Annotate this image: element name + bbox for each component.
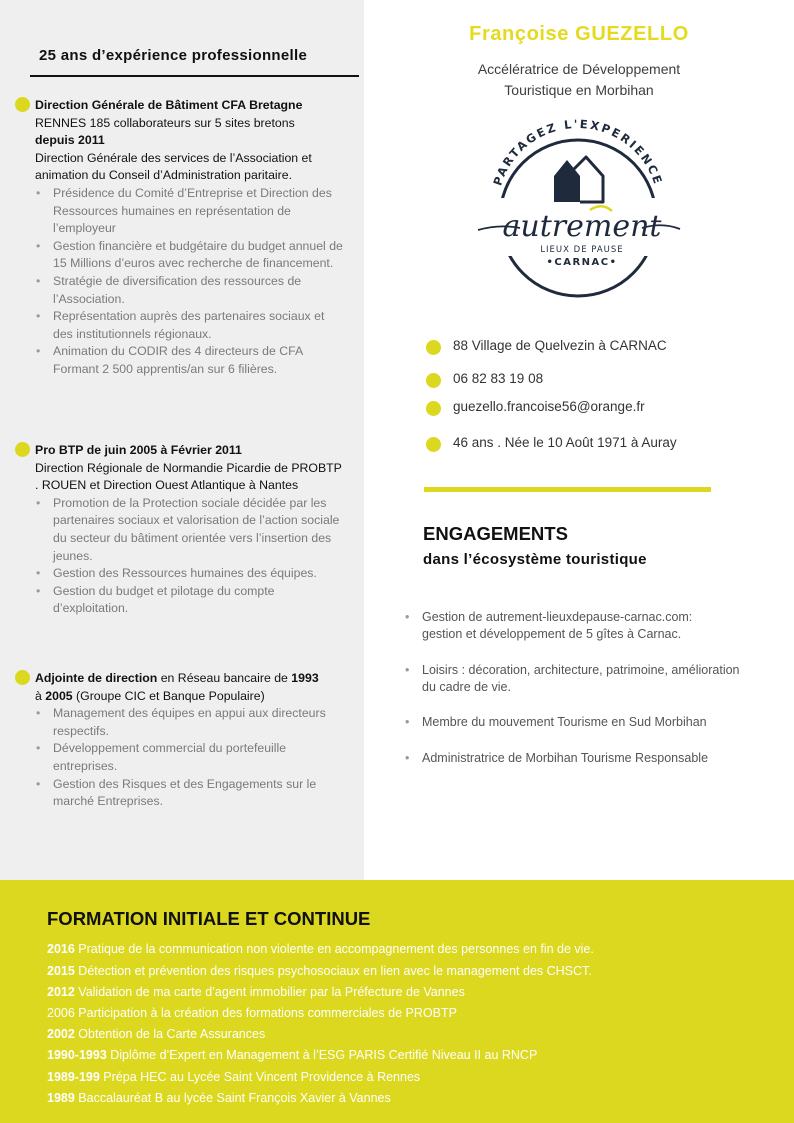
engagement-line: • Membre du mouvement Tourisme en Sud Morbihan [422, 715, 707, 729]
formation-year: 2012 [47, 985, 75, 999]
formation-row [47, 1070, 787, 1084]
birth-text: 46 ans . Née le 10 Août 1971 à Auray [453, 435, 677, 450]
formation-row [47, 1091, 787, 1105]
contact-email [426, 399, 766, 419]
job-description: Direction Générale des services de l’Association et animation du Conseil d’Administration paritaire. [35, 150, 312, 183]
formation-row [47, 1027, 787, 1041]
formation-year: 2015 [47, 964, 75, 978]
bullet-dot-icon [426, 401, 441, 416]
person-name: Françoise GUEZELLO [469, 23, 689, 45]
job-entry [35, 97, 347, 379]
formation-text: Validation de ma carte d’agent immobilier par la Préfecture de Vannes [74, 985, 465, 999]
formation-text: Obtention de la Carte Assurances [74, 1027, 266, 1041]
formation-year: 1990-1993 [47, 1048, 107, 1062]
formation-title: FORMATION INITIALE ET CONTINUE [47, 908, 371, 929]
job-bullet: • Management des équipes en appui aux directeurs respectifs. [35, 705, 347, 740]
job-description: Direction Régionale de Normandie Picardie de PROBTP . ROUEN et Direction Ouest Atlantique à Nantes [35, 460, 342, 493]
formation-row [47, 985, 787, 999]
svg-text:autrement: autrement [502, 209, 662, 244]
role-line: Touristique en Morbihan [504, 82, 654, 98]
formation-text: Pratique de la communication non violente en accompagnement des personnes en fin de vie. [74, 942, 594, 956]
svg-text:LIEUX DE PAUSE: LIEUX DE PAUSE [540, 245, 624, 255]
formation-row [47, 1006, 787, 1020]
job-detail: RENNES 185 collaborateurs sur 5 sites bretons [35, 115, 295, 130]
role-line: Accélératrice de Développement [477, 61, 681, 77]
engagement-item [405, 714, 775, 731]
phone-text[interactable]: 06 82 83 19 08 [453, 371, 544, 386]
job-title: Adjointe de direction en Réseau bancaire de 1993 à 2005 (Groupe CIC et Banque Populaire) [35, 671, 319, 703]
bullet-dot-icon [15, 442, 30, 457]
engagement-line: • Loisirs : décoration, architecture, patrimoine, amélioration [422, 663, 740, 677]
job-bullet: • Stratégie de diversification des ressources de l’Association. [35, 273, 347, 308]
job-bullet-list [35, 495, 347, 618]
engagement-line: gestion et développement de 5 gîtes à Carnac. [422, 627, 682, 641]
formation-text: Diplôme d’Expert en Management à l’ESG PARIS Certifié Niveau II au RNCP [106, 1048, 538, 1062]
job-bullet: • Gestion des Risques et des Engagements sur le marché Entreprises. [35, 776, 347, 811]
bullet-dot-icon [426, 437, 441, 452]
address-text: 88 Village de Quelvezin à CARNAC [453, 338, 667, 353]
job-entry [35, 442, 347, 618]
contact-divider [424, 487, 711, 492]
job-title: Pro BTP de juin 2005 à Février 2011 [35, 443, 242, 457]
formation-year: 2002 [47, 1027, 75, 1041]
engagement-line: • Administratrice de Morbihan Tourisme Responsable [422, 751, 709, 765]
job-period: depuis 2011 [35, 133, 105, 148]
job-bullet-list [35, 185, 347, 379]
bullet-dot-icon [426, 340, 441, 355]
job-title: Direction Générale de Bâtiment CFA Bretagne [35, 98, 303, 112]
formation-text: Baccalauréat B au lycée Saint François Xavier à Vannes [74, 1091, 391, 1105]
formation-year: 2016 [47, 942, 75, 956]
formation-year: 1989-199 [47, 1070, 100, 1084]
job-bullet-list [35, 705, 347, 811]
engagement-line: du cadre de vie. [422, 680, 511, 694]
person-role [364, 59, 794, 101]
formation-section [0, 880, 794, 1123]
job-bullet: • Présidence du Comité d’Entreprise et Direction des Ressources humaines en représentation de l’employeur [35, 185, 347, 238]
engagement-item [405, 609, 775, 643]
contact-phone [426, 371, 766, 391]
contact-address [426, 338, 766, 358]
experience-heading: 25 ans d’expérience professionnelle [39, 47, 308, 64]
job-bullet: • Représentation auprès des partenaires sociaux et des institutionnels régionaux. [35, 308, 347, 343]
job-bullet: • Gestion des Ressources humaines des équipes. [35, 565, 347, 583]
formation-year: 2006 [47, 1006, 75, 1020]
email-link[interactable]: guezello.francoise56@orange.fr [453, 399, 645, 414]
engagement-line: • Gestion de autrement-lieuxdepause-carnac.com: [422, 610, 693, 624]
engagements-subtitle: dans l’écosystème touristique [423, 551, 647, 568]
formation-row [47, 942, 787, 956]
contact-birth [426, 435, 766, 455]
job-bullet: • Développement commercial du portefeuille entreprises. [35, 740, 347, 775]
formation-year: 1989 [47, 1091, 75, 1105]
bullet-dot-icon [15, 670, 30, 685]
formation-text: Participation à la création des formations commerciales de PROBTP [74, 1006, 457, 1020]
engagements-title: ENGAGEMENTS [423, 523, 568, 544]
formation-text: Détection et prévention des risques psychosociaux en lien avec le management des CHSCT. [74, 964, 592, 978]
svg-text:•CARNAC•: •CARNAC• [546, 257, 618, 268]
job-bullet: • Promotion de la Protection sociale décidée par les partenaires sociaux et valorisation de l’action sociale du secteur du bâtiment orientée vers l’insertion des jeunes. [35, 495, 347, 565]
job-bullet: • Gestion financière et budgétaire du budget annuel de 15 Millions d’euros avec recherche de financement. [35, 238, 347, 273]
formation-text: Prépa HEC au Lycée Saint Vincent Providence à Rennes [99, 1070, 421, 1084]
formation-row [47, 964, 787, 978]
formation-row [47, 1048, 787, 1062]
engagement-item [405, 750, 775, 767]
job-bullet: • Animation du CODIR des 4 directeurs de CFA Formant 2 500 apprentis/an sur 6 filières. [35, 343, 347, 378]
job-bullet: • Gestion du budget et pilotage du compte d’exploitation. [35, 583, 347, 618]
experience-divider [30, 75, 359, 77]
job-entry [35, 670, 347, 811]
engagement-item [405, 662, 775, 696]
svg-text:PARTAGEZ L'EXPERIENCE: PARTAGEZ L'EXPERIENCE [490, 116, 666, 188]
bullet-dot-icon [15, 97, 30, 112]
bullet-dot-icon [426, 373, 441, 388]
autrement-logo [470, 112, 685, 302]
